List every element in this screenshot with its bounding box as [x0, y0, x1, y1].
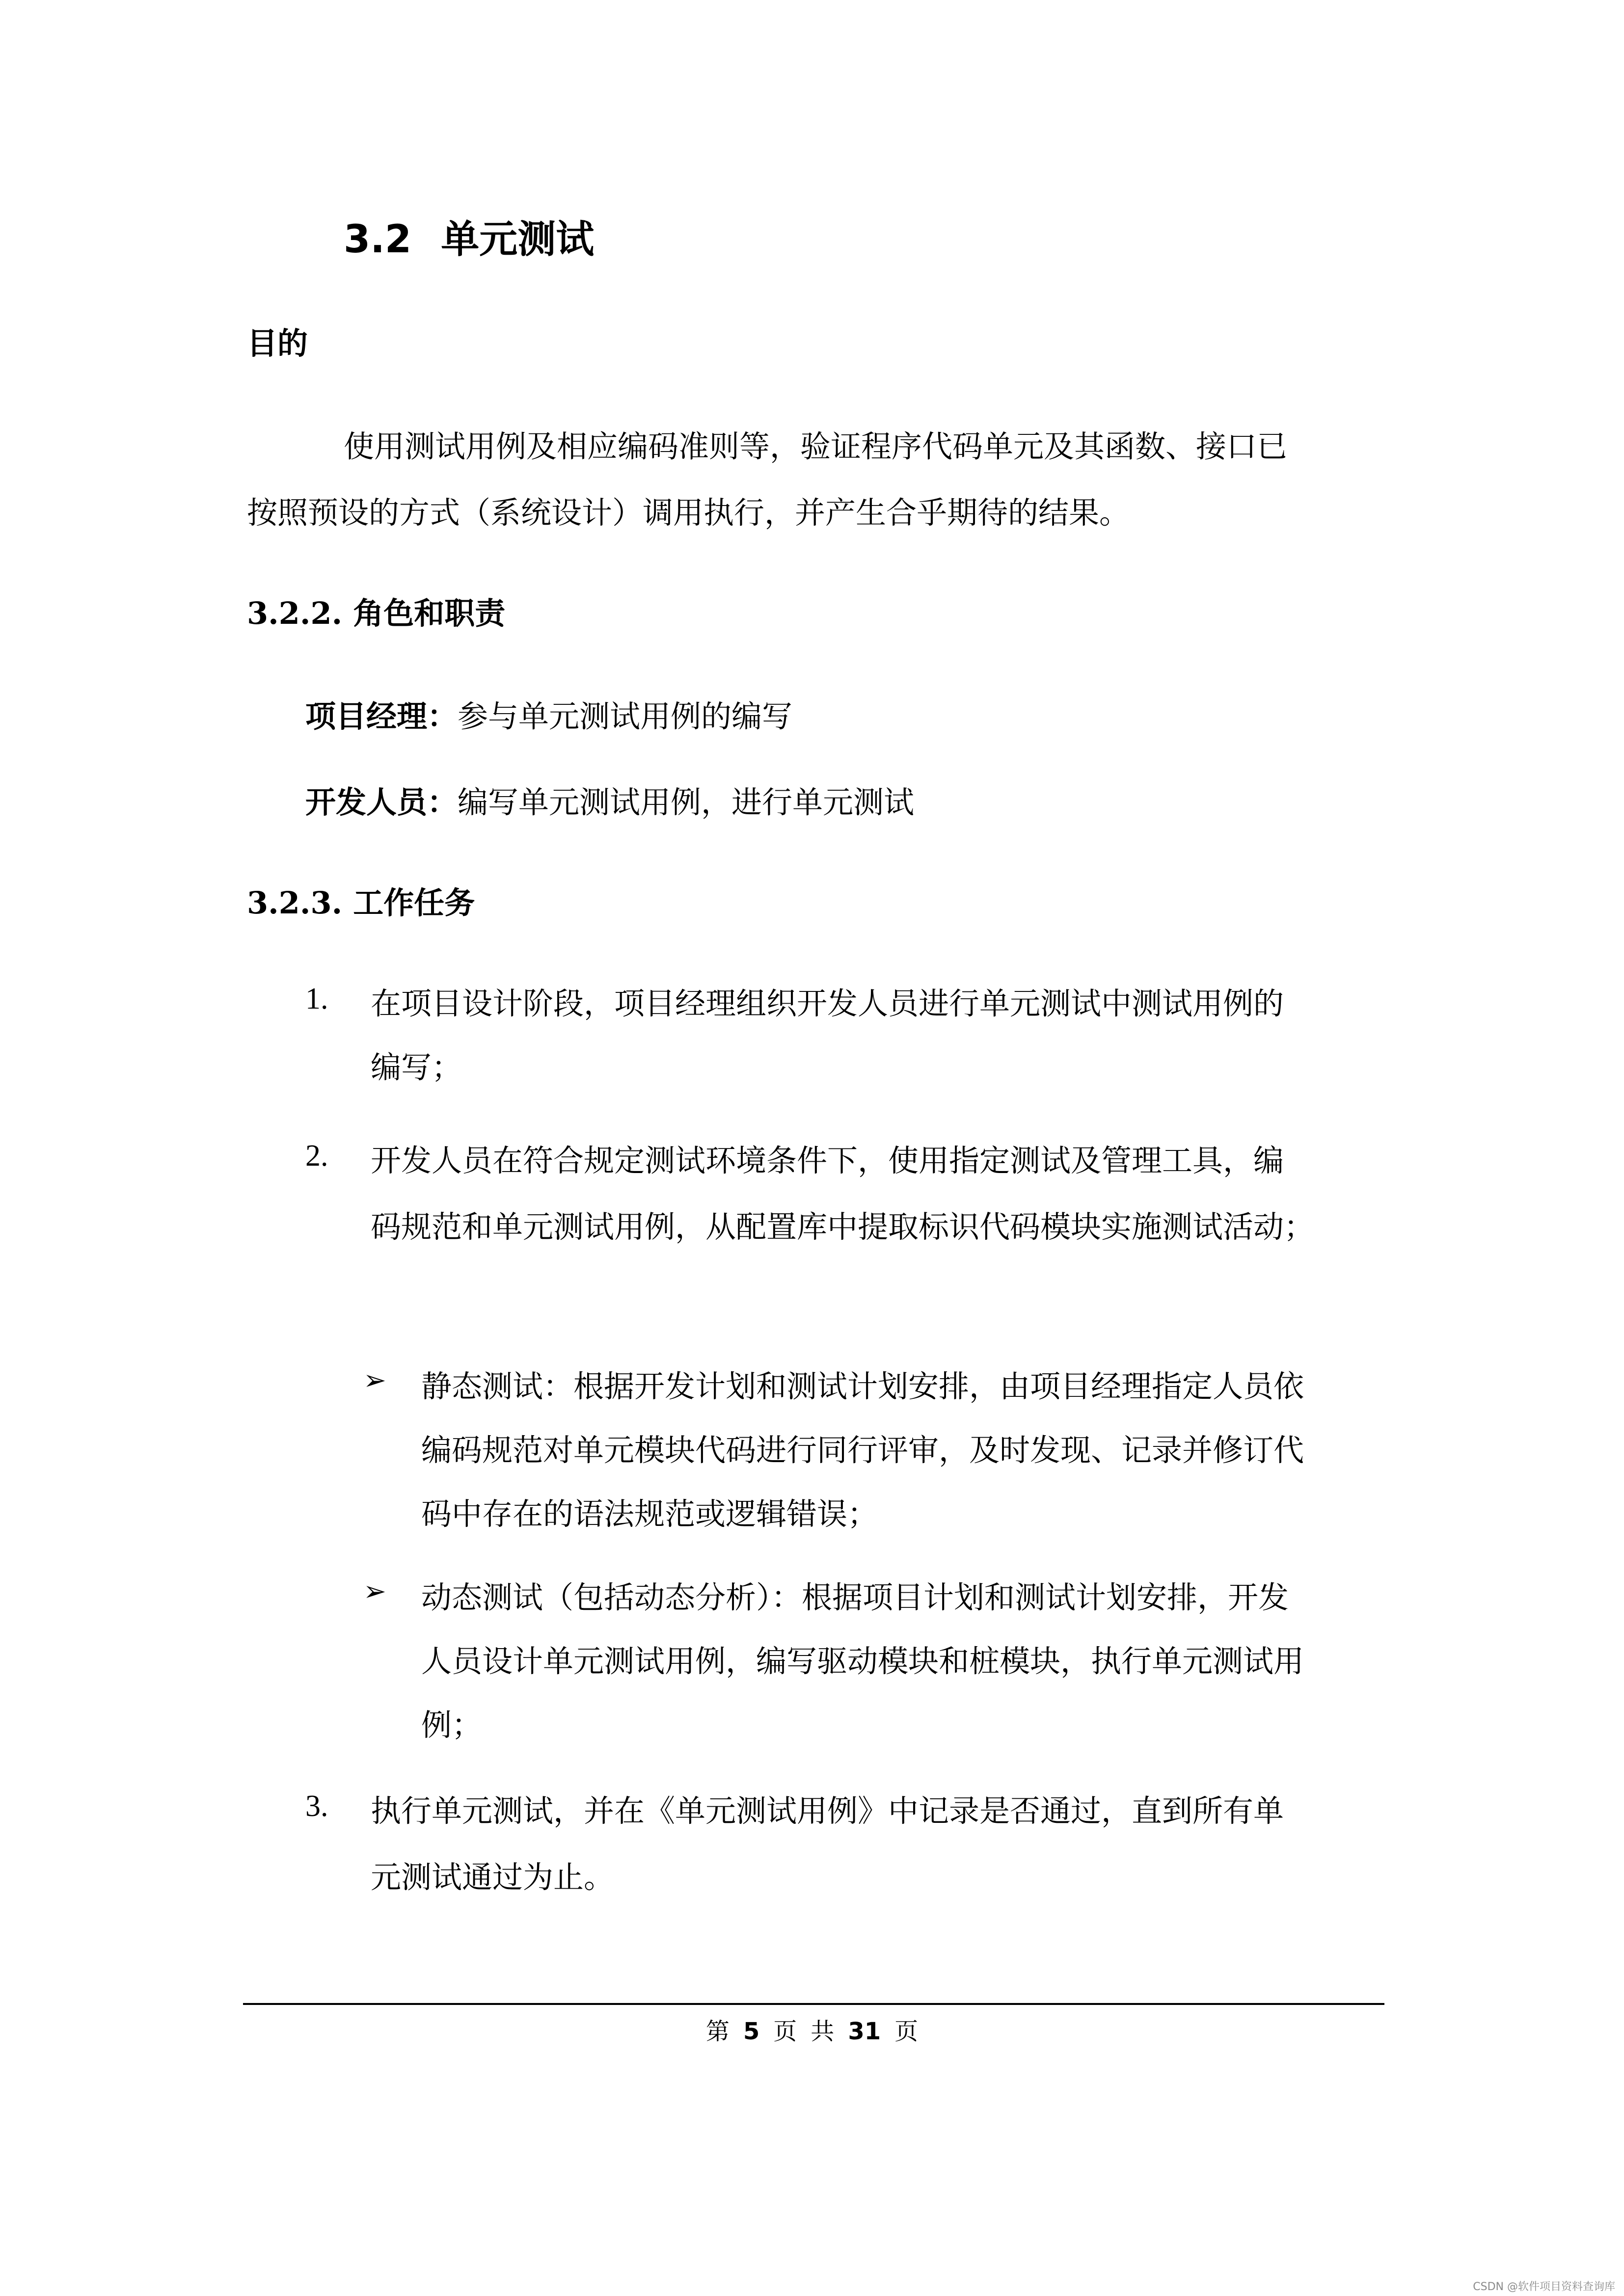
tasks-heading [247, 879, 475, 922]
task-number: 2. [305, 1139, 328, 1173]
tasks-number: 3.2.3. [247, 885, 343, 921]
role-desc: 编写单元测试用例，进行单元测试 [458, 784, 915, 820]
footer-mid2: 共 [811, 2018, 835, 2045]
task-line: 在项目设计阶段，项目经理组织开发人员进行单元测试中测试用例的 [371, 986, 1284, 1021]
page-number: 5 [743, 2018, 760, 2045]
purpose-line-1: 使用测试用例及相应编码准则等，验证程序代码单元及其函数、接口已 [344, 428, 1288, 464]
subitem-line: 码中存在的语法规范或逻辑错误； [421, 1496, 878, 1532]
subitem-line: 例； [421, 1707, 483, 1743]
subitem-line: 静态测试：根据开发计划和测试计划安排，由项目经理指定人员依 [421, 1368, 1304, 1404]
roles-title: 角色和职责 [353, 595, 506, 631]
role-label: 开发人员： [305, 784, 458, 820]
purpose-line-2: 按照预设的方式（系统设计）调用执行，并产生合乎期待的结果。 [247, 495, 1130, 531]
section-number: 3.2 [344, 217, 412, 262]
purpose-label: 目的 [247, 325, 308, 361]
task-line: 编写； [371, 1049, 462, 1085]
page-total: 31 [848, 2018, 881, 2045]
task-number: 3. [305, 1789, 328, 1823]
task-line: 元测试通过为止。 [371, 1859, 615, 1895]
arrow-bullet-icon: ➢ [363, 1575, 386, 1607]
task-line: 码规范和单元测试用例，从配置库中提取标识代码模块实施测试活动； [371, 1209, 1315, 1245]
role-item [305, 778, 914, 822]
footer-post: 页 [894, 2018, 919, 2045]
role-desc: 参与单元测试用例的编写 [458, 698, 793, 734]
subitem-line: 编码规范对单元模块代码进行同行评审，及时发现、记录并修订代 [421, 1432, 1304, 1468]
subitem-line: 人员设计单元测试用例，编写驱动模块和桩模块，执行单元测试用 [421, 1643, 1304, 1679]
task-number: 1. [305, 982, 328, 1015]
task-line: 开发人员在符合规定测试环境条件下，使用指定测试及管理工具，编 [371, 1143, 1284, 1178]
arrow-bullet-icon: ➢ [363, 1364, 386, 1396]
tasks-title: 工作任务 [353, 885, 475, 921]
task-line: 执行单元测试，并在《单元测试用例》中记录是否通过，直到所有单 [371, 1793, 1284, 1829]
roles-number: 3.2.2. [247, 595, 343, 631]
page-footer [0, 2012, 1624, 2046]
section-title: 单元测试 [441, 217, 595, 262]
roles-heading [247, 589, 505, 633]
footer-mid1: 页 [773, 2018, 797, 2045]
watermark: CSDN @软件项目资料查询库 [1473, 2281, 1615, 2293]
role-label: 项目经理： [305, 698, 458, 734]
role-item [305, 692, 792, 736]
footer-pre: 第 [705, 2018, 730, 2045]
subitem-line: 动态测试（包括动态分析）：根据项目计划和测试计划安排，开发 [421, 1579, 1289, 1615]
footer-divider [243, 2003, 1384, 2005]
section-heading [344, 209, 594, 264]
